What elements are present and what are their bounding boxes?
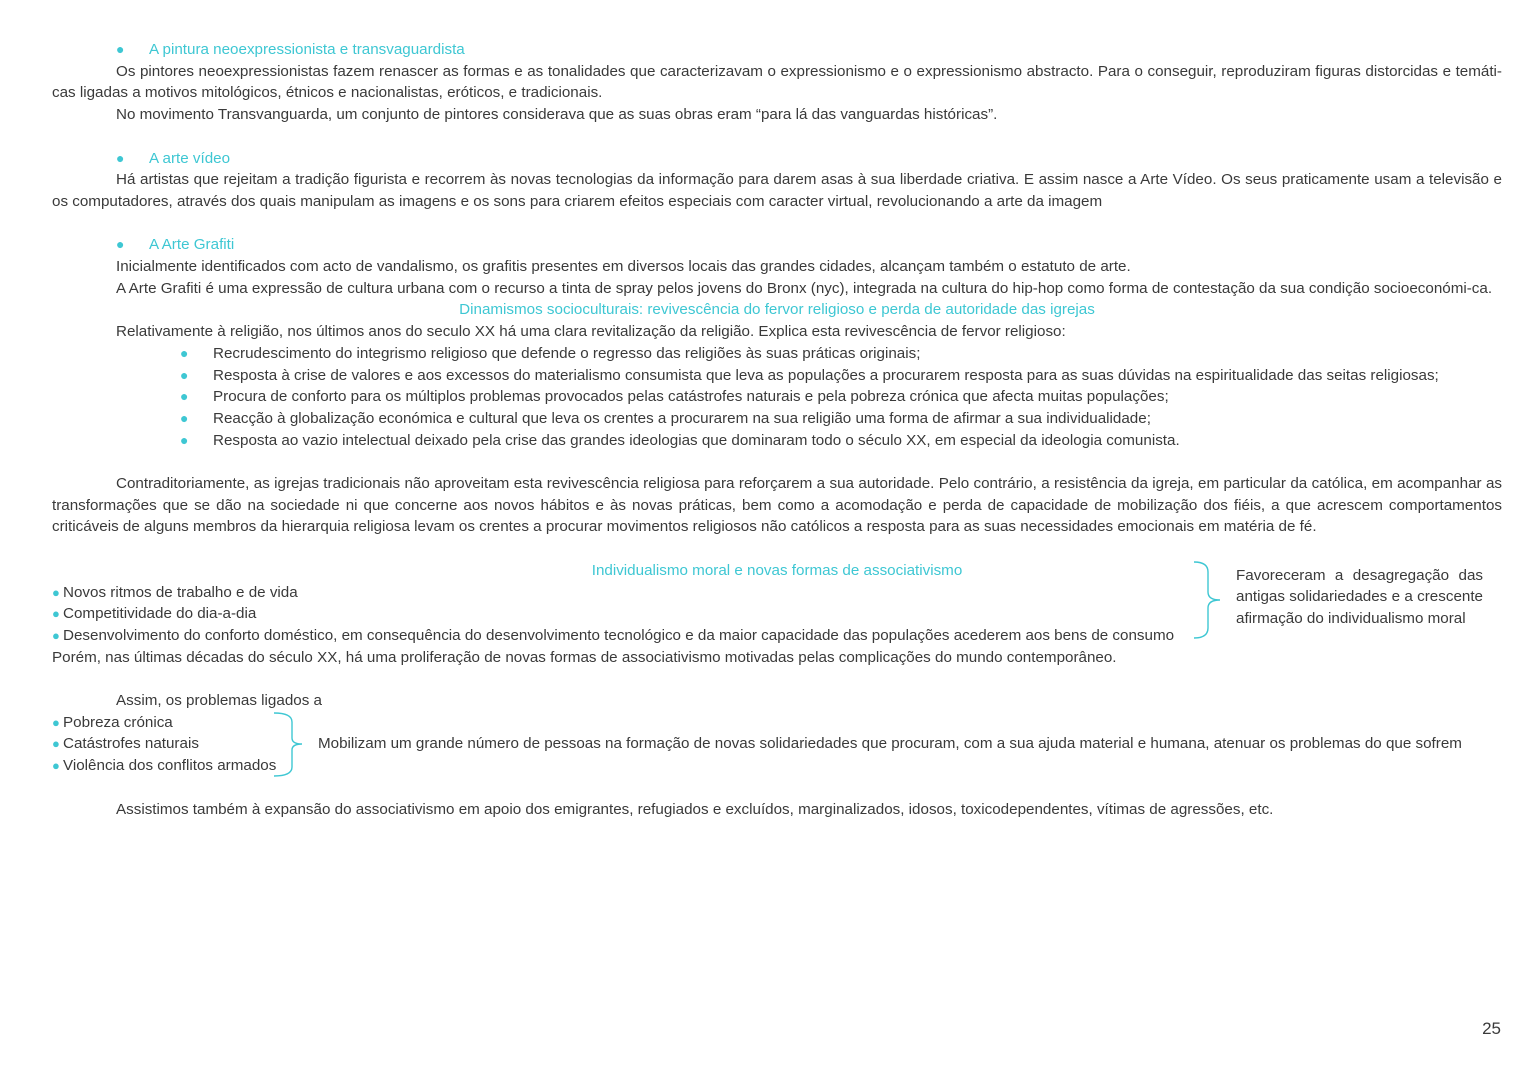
bullet-icon: ●: [180, 409, 189, 426]
bullet-icon: ●: [52, 627, 60, 643]
bullet-icon: ●: [52, 758, 60, 774]
paragraph: Contraditoriamente, as igrejas tradicionais não aproveitam esta revivescência religiosa para reforçarem a sua autoridade. Pelo contrário, a resistência da igreja, em particular da católica, em acompanhar as transformações que se dão na sociedade ni que concerne aos novos hábitos e às novas práticas, bem como a acomodação e perda de capacidade de mobilização dos fiéis, a que acrescem comportamentos criticáveis de alguns membros da hierarquia religiosa levam os crentes a procurar movimentos religiosos não católicos a resposta para as suas necessidades emocionais em matéria de fé.: [52, 475, 1502, 536]
brace-group-problemas: [52, 712, 1502, 777]
list-item: ● Resposta à crise de valores e aos excessos do materialismo consumista que leva as populações a procurarem resposta para as suas dúvidas na espiritualidade das seitas religiosas;: [180, 365, 1502, 387]
brace-note: Favoreceram a desagregação das antigas solidariedades e a crescente afirmação do individualismo moral: [1236, 566, 1483, 627]
bullet-icon: ●: [116, 149, 125, 166]
list-item: ● Reacção à globalização económica e cultural que leva os crentes a procurarem na sua religião uma forma de afirmar a sua individualidade;: [180, 408, 1502, 430]
paragraph: Assistimos também à expansão do associativismo em apoio dos emigrantes, refugiados e excluídos, marginalizados, idosos, toxicodependentes, vítimas de agressões, etc.: [116, 800, 1274, 818]
brace-note: Mobilizam um grande número de pessoas na formação de novas solidariedades que procuram, com a sua ajuda material e humana, atenuar os problemas do que sofrem: [318, 734, 1462, 752]
paragraph: Inicialmente identificados com acto de vandalismo, os grafitis presentes em diversos locais das grandes cidades, alcançam também o estatuto de arte.: [116, 258, 1131, 275]
list-item: ● Recrudescimento do integrismo religioso que defende o regresso das religiões às suas práticas originais;: [180, 343, 1502, 365]
list-item: ● Pobreza crónica: [52, 712, 1502, 734]
bullet-icon: ●: [180, 388, 189, 405]
bullet-icon: ●: [52, 584, 60, 600]
list-item: ● Novos ritmos de trabalho e de vida: [52, 582, 1502, 604]
list-item: ● Competitividade do dia-a-dia: [52, 603, 1502, 625]
paragraph: Assim, os problemas ligados a: [116, 692, 322, 710]
section-heading-neo: ● A pintura neoexpressionista e transvaguardista: [52, 39, 1502, 61]
page-number: 25: [1482, 1019, 1501, 1038]
list-item: ● Catástrofes naturais: [52, 733, 1502, 755]
religion-bullet-list: [52, 343, 1502, 452]
bullet-icon: ●: [180, 431, 189, 448]
bullet-icon: ●: [116, 41, 125, 57]
paragraph: No movimento Transvanguarda, um conjunto de pintores considerava que as suas obras eram “para lá das vanguardas históricas”.: [116, 106, 998, 124]
paragraph: Há artistas que rejeitam a tradição figurista e recorrem às novas tecnologias da informação para darem asas à sua liberdade criativa. E assim nasce a Arte Vídeo. Os seus praticamente usam a televisão e os computadores, através dos quais manipulam as imagens e os sons para criarem efeitos especiais com caracter virtual, revolucionando a arte da imagem: [52, 171, 1502, 210]
document-page: [52, 39, 1502, 820]
paragraph: Relativamente à religião, nos últimos anos do seculo XX há uma clara revitalização da religião. Explica esta revivescência de fervor religioso:: [116, 323, 1066, 341]
bullet-icon: ●: [116, 236, 125, 253]
bullet-icon: ●: [52, 736, 60, 752]
section-heading-video: ● A arte vídeo: [52, 148, 1502, 170]
bullet-icon: ●: [52, 714, 60, 730]
bullet-icon: ●: [180, 344, 189, 361]
bullet-icon: ●: [52, 606, 60, 622]
brace-icon: [1194, 560, 1224, 642]
paragraph: Porém, nas últimas décadas do século XX, há uma proliferação de novas formas de associativismo motivadas pelas complicações do mundo contemporâneo.: [52, 648, 1117, 666]
list-item: ● Procura de conforto para os múltiplos problemas provocados pelas catástrofes naturais e pela pobreza crónica que afecta muitas populações;: [180, 386, 1502, 408]
section-title-dinamismos: Dinamismos socioculturais: revivescência do fervor religioso e perda de autoridade das igrejas: [459, 301, 1095, 319]
list-item: ● Desenvolvimento do conforto doméstico, em consequência do desenvolvimento tecnológico e da maior capacidade das populações acederem aos bens de consumo: [52, 625, 1502, 647]
paragraph: A Arte Grafiti é uma expressão de cultura urbana com o recurso a tinta de spray pelos jovens do Bronx (nyc), integrada na cultura do hip-hop como forma de contestação da sua condição socioeconómi-ca.: [116, 279, 1493, 297]
brace-icon: [274, 712, 304, 778]
section-title-individualismo: Individualismo moral e novas formas de associativismo: [591, 561, 963, 579]
section-heading-grafiti: ● A Arte Grafiti: [52, 234, 1502, 256]
bullet-icon: ●: [180, 366, 189, 383]
list-item: ● Violência dos conflitos armados: [52, 755, 1502, 777]
paragraph: Os pintores neoexpressionistas fazem renascer as formas e as tonalidades que caracterizavam o expressionismo e o expressionismo abstracto. Para o conseguir, reproduziram figuras distorcidas e temáti-cas ligadas a motivos mitológicos, étnicos e nacionalistas, eróticos, e tradicionais.: [52, 62, 1502, 102]
list-item: ● Resposta ao vazio intelectual deixado pela crise das grandes ideologias que dominaram todo o século XX, em especial da ideologia comunista.: [180, 430, 1502, 452]
